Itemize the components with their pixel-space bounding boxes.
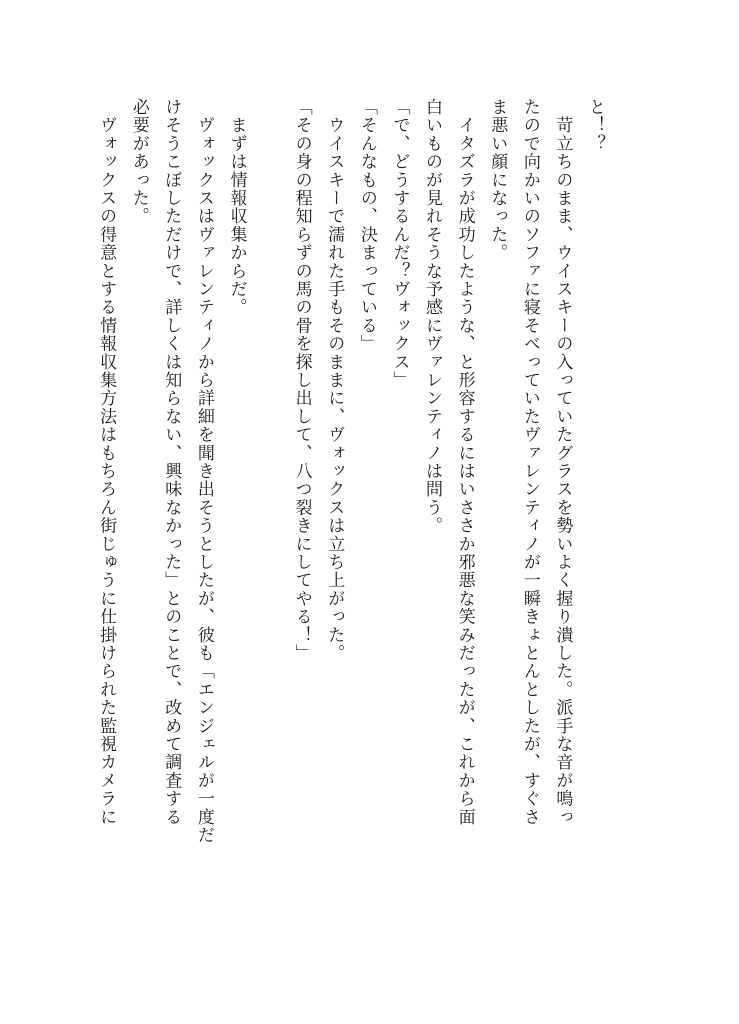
text-line: ヴォックスはヴァレンティノから詳細を聞き出そうとしたが、彼も「エンジェルが一度だ	[193, 98, 214, 845]
text-line: ま悪い顔になった。	[487, 98, 508, 262]
text-line: けそうこぼしただけで、詳しくは知らない、興味なかった」とのことで、改めて調査する	[161, 98, 182, 826]
text-line: 必要があった。	[128, 98, 149, 226]
text-line: 「で、どうするんだ？ヴォックス」	[389, 98, 410, 390]
text-line: まずは情報収集からだ。	[226, 98, 247, 317]
vertical-text-body	[90, 98, 612, 958]
text-line: と！？	[585, 98, 605, 153]
text-line: ヴォックスの得意とする情報収集方法はもちろん街じゅうに仕掛けられた監視カメラに	[96, 98, 117, 826]
text-line: 「そんなもの、決まっている」	[356, 98, 377, 353]
text-line: 苛立ちのまま、ウイスキーの入っていたグラスを勢いよく握り潰した。派手な音が鳴っ	[552, 98, 573, 826]
text-line: イタズラが成功したような、と形容するにはいささか邪悪な笑みだったが、これから面	[454, 98, 475, 826]
text-line: 白いものが見れそうな予感にヴァレンティノは問う。	[422, 98, 443, 535]
text-line: 「その身の程知らずの馬の骨を探し出して、八つ裂きにしてやる！」	[291, 98, 312, 663]
text-line: ウイスキーで濡れた手もそのままに、ヴォックスは立ち上がった。	[324, 98, 345, 663]
blank-line	[252, 98, 285, 958]
text-line: たので向かいのソファに寝そべっていたヴァレンティノが一瞬きょとんとしたが、すぐさ	[519, 98, 540, 826]
